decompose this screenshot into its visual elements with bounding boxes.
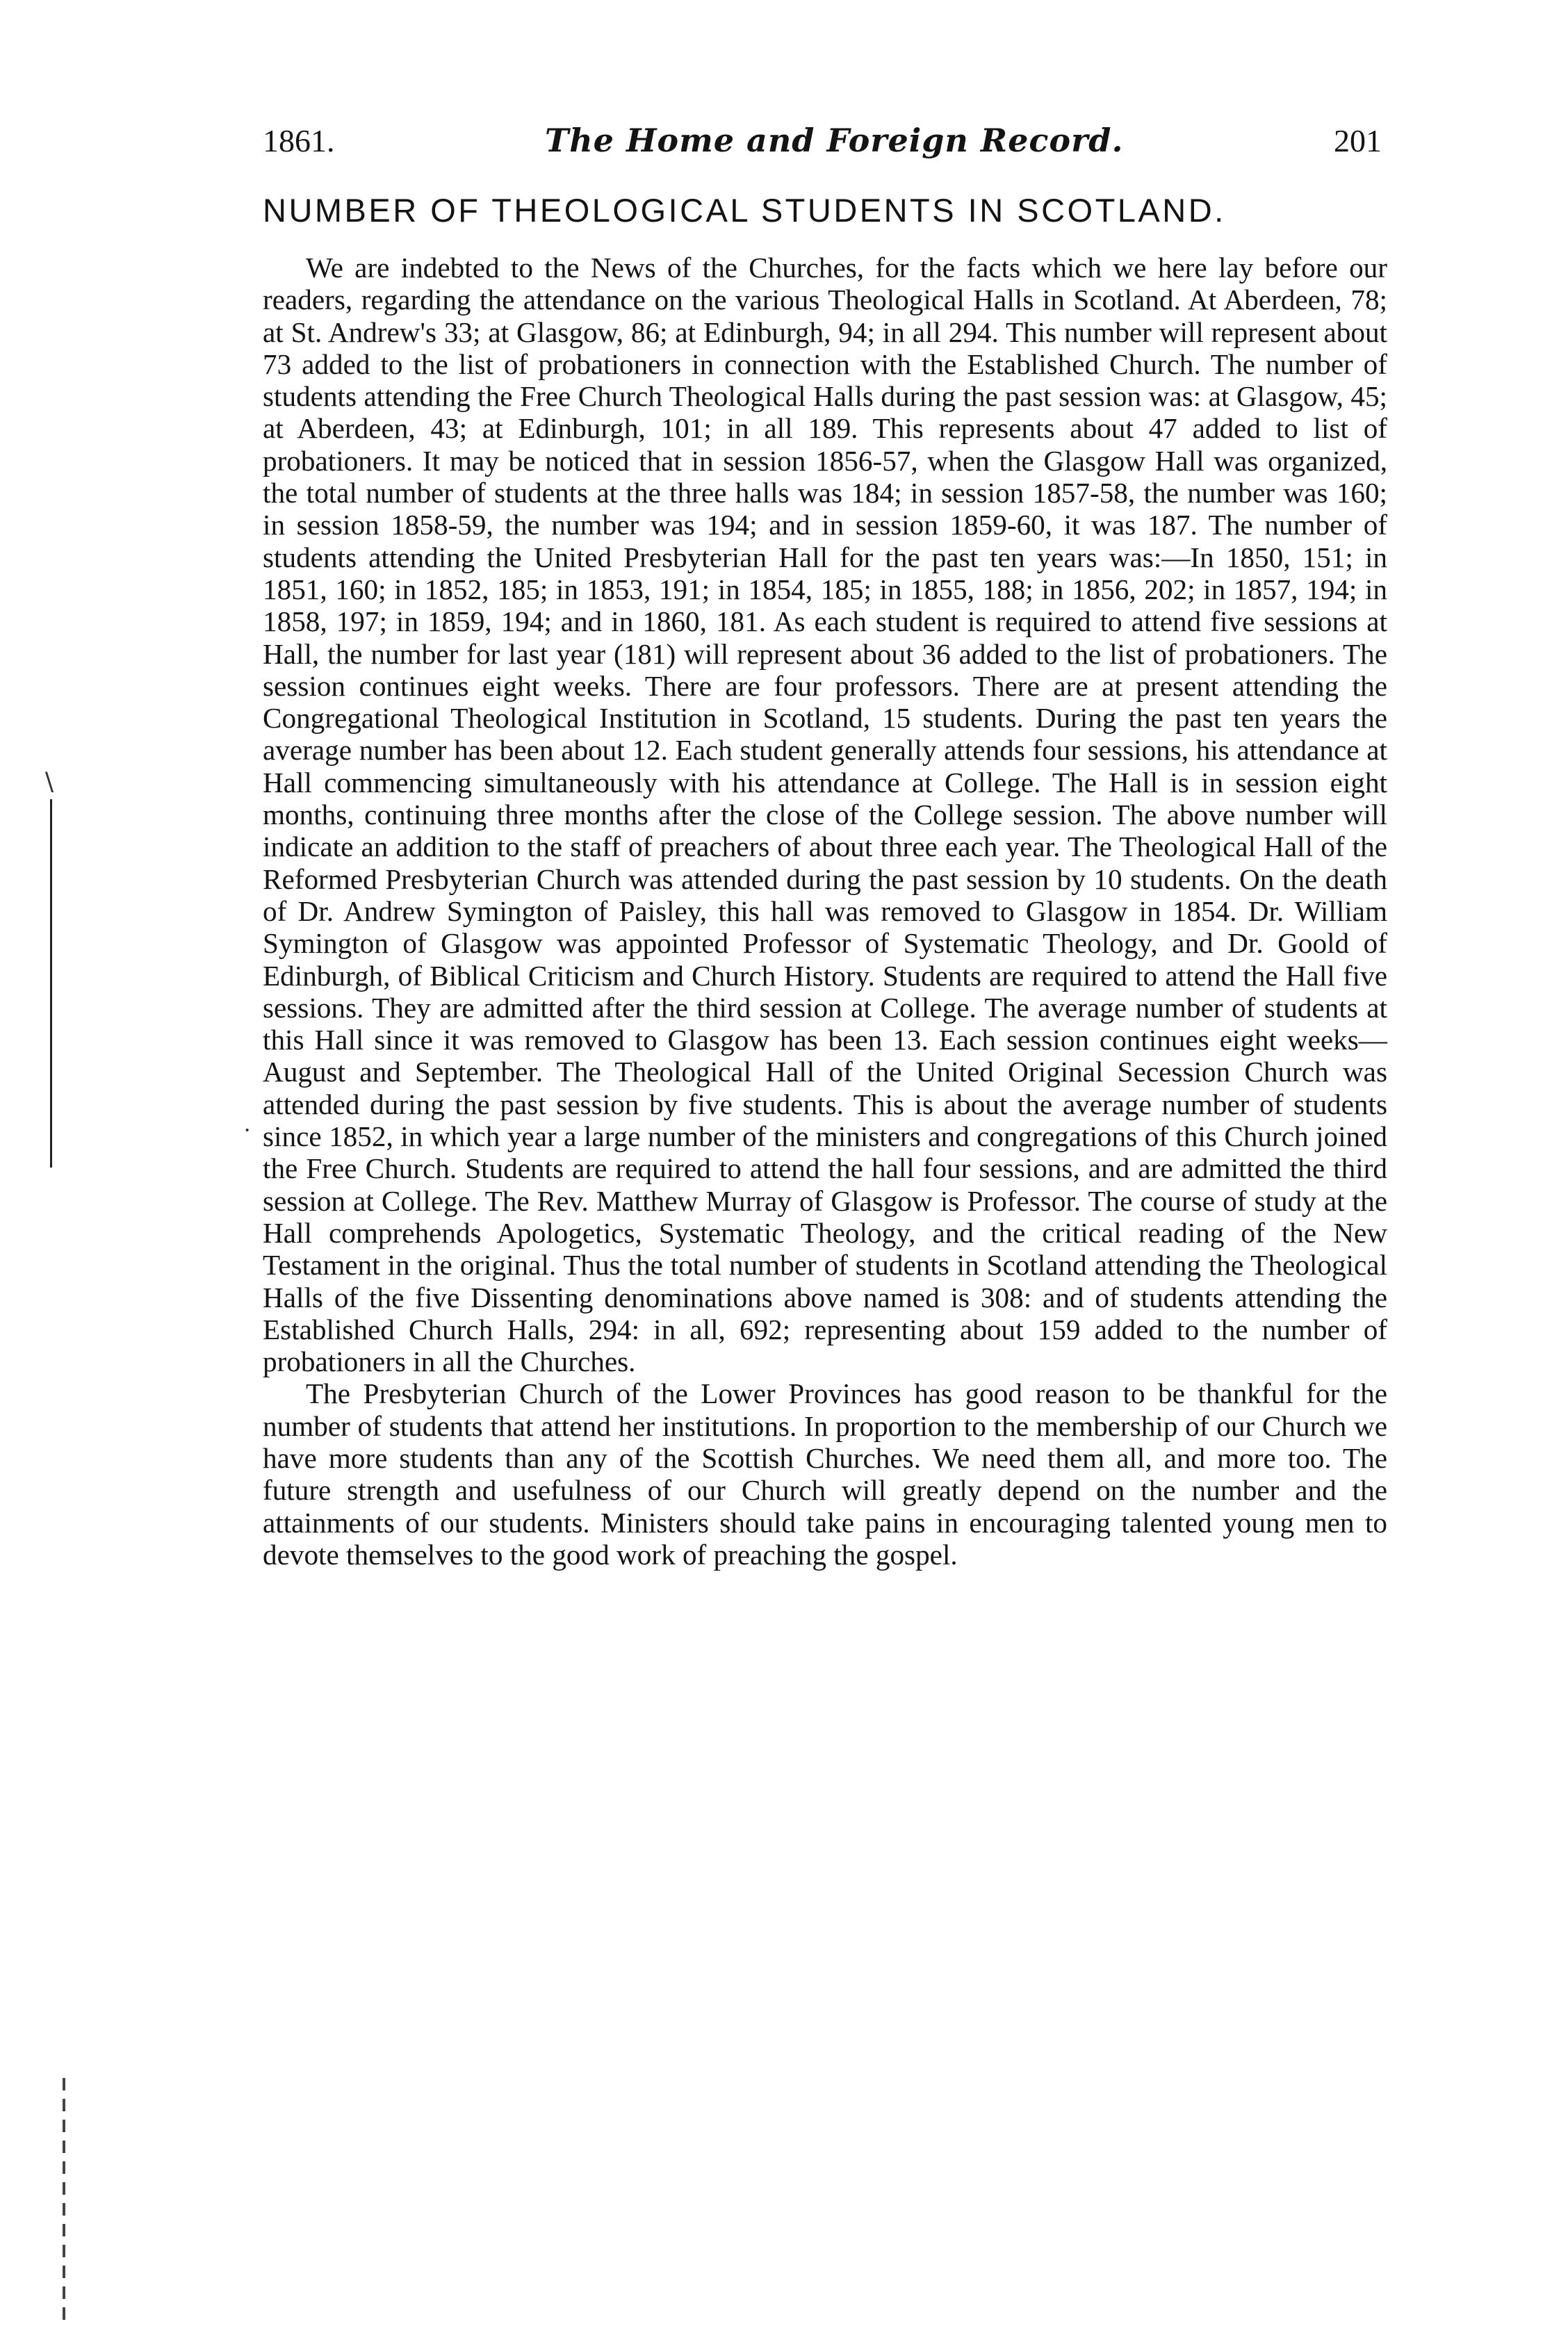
header-year: 1861. <box>263 123 335 158</box>
margin-annotation-line <box>50 799 52 1168</box>
article-title: NUMBER OF THEOLOGICAL STUDENTS IN SCOTLAND. <box>263 192 1226 229</box>
binding-edge-marks <box>63 2078 65 2328</box>
margin-annotation-mark: ∖ <box>40 769 56 796</box>
paragraph: The Presbyterian Church of the Lower Provinces has good reason to be thankful for the number of students that attend her institutions. In proportion to the membership of our Church we have more students than any of the Scottish Churches. We need them all, and more too. The future strength and usefulness of our Church will greatly depend on the number and the attainments of our students. Ministers should take pains in encouraging talented young men to devote themselves to the good work of preaching the gospel. <box>263 1377 1387 1571</box>
running-header <box>263 122 1382 170</box>
page-number: 201 <box>1333 123 1382 158</box>
paragraph: We are indebted to the News of the Churches, for the facts which we here lay before our readers, regarding the attendance on the various Theological Halls in Scotland. At Aberdeen, 78; at St. Andrew's 33; at Glasgow, 86; at Edinburgh, 94; in all 294. This number will represent about 73 added to the list of probationers in connection with the Established Church. The number of students attending the Free Church Theological Halls during the past session was: at Glasgow, 45; at Aberdeen, 43; at Edinburgh, 101; in all 189. This represents about 47 added to list of probationers. It may be noticed that in session 1856-57, when the Glasgow Hall was organized, the total number of students at the three halls was 184; in session 1857-58, the number was 160; in session 1858-59, the number was 194; and in session 1859-60, it was 187. The number of students attending the United Presbyterian Hall for the past ten years was:—In 1850, 151; in 1851, 160; in 1852, 185; in 1853, 191; in 1854, 185; in 1855, 188; in 1856, 202; in 1857, 194; in 1858, 197; in 1859, 194; and in 1860, 181. As each student is required to attend five sessions at Hall, the number for last year (181) will represent about 36 added to the list of probationers. The session continues eight weeks. There are four professors. There are at present attending the Congregational Theological Institution in Scotland, 15 students. During the past ten years the average number has been about 12. Each student generally attends four sessions, his attendance at Hall commencing simultaneously with his attendance at College. The Hall is in session eight months, continuing three months after the close of the College session. The above number will indicate an addition to the staff of preachers of about three each year. The Theological Hall of the Reformed Presbyterian Church was attended during the past session by 10 students. On the death of Dr. Andrew Symington of Paisley, this hall was removed to Glasgow in 1854. Dr. William Symington of Glasgow was appointed Professor of Systematic Theology, and Dr. Goold of Edinburgh, of Biblical Criticism and Church History. Students are required to attend the Hall five sessions. They are admitted after the third session at College. The average number of students at this Hall since it was removed to Glasgow has been 13. Each session continues eight weeks—August and September. The Theological Hall of the United Original Secession Church was attended during the past session by five students. This is about the average number of students since 1852, in which year a large number of the ministers and congregations of this Church joined the Free Church. Students are required to attend the hall four sessions, and are admitted the third session at College. The Rev. Matthew Murray of Glasgow is Professor. The course of study at the Hall comprehends Apologetics, Systematic Theology, and the critical reading of the New Testament in the original. Thus the total number of students in Scotland attending the Theological Halls of the five Dissenting denominations above named is 308: and of students attending the Established Church Halls, 294: in all, 692; representing about 159 added to the number of probationers in all the Churches. <box>263 252 1387 1378</box>
article-body <box>263 252 1387 1571</box>
journal-title: The Home and Foreign Record. <box>544 122 1124 159</box>
margin-dot: · <box>243 1118 252 1143</box>
